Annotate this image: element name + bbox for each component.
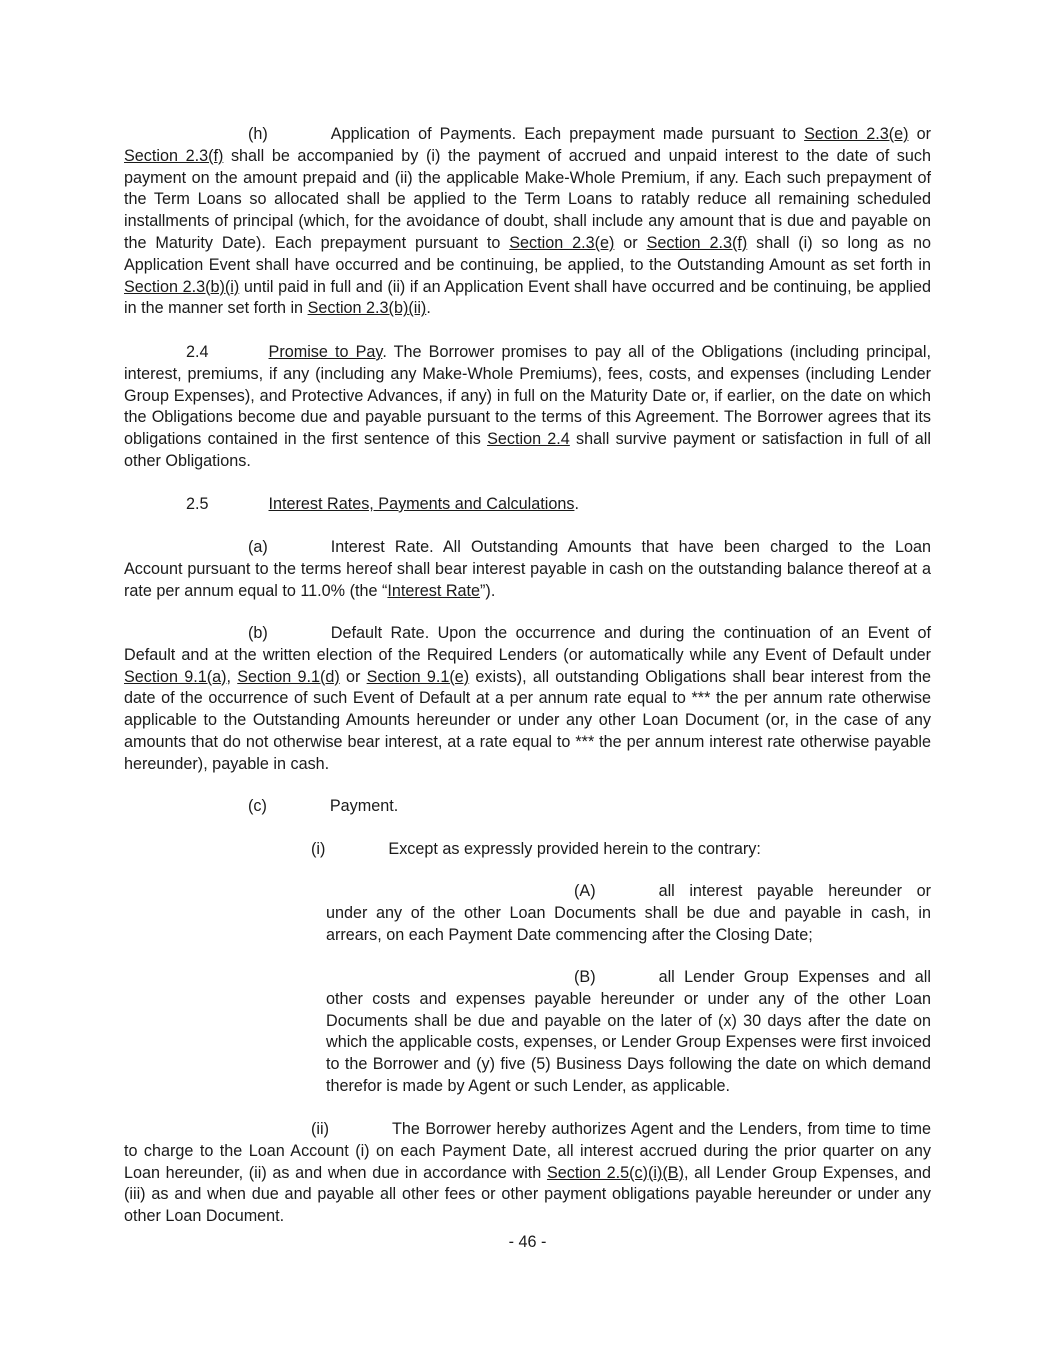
clause-heading: Interest Rate: [330, 538, 430, 556]
section-number: 2.4: [186, 343, 209, 361]
section-reference: Section 9.1(a): [124, 667, 227, 686]
clause-label: (h): [248, 125, 268, 143]
paragraph-2-5-c: [248, 796, 398, 818]
clause-heading: Payment.: [329, 797, 399, 815]
section-heading: Interest Rates, Payments and Calculations: [268, 495, 575, 513]
paragraph-2-4: 2.4 Promise to Pay. The Borrower promises to pay all of the Obligations (including principal, interest, premiums, if any (including any Make-Whole Premiums), fees, costs, and expenses (including Lender Group Expenses), and Protective Advances, if any) in full on the Maturity Date or, if earlier, on the date on which the Obligations become due and payable pursuant to the terms of this Agreement. The Borrower agrees that its obligations contained in the first sentence of this Section 2.4 shall survive payment or satisfaction in full of all other Obligations.: [124, 343, 931, 470]
clause-label: (c): [248, 797, 267, 815]
section-reference: Section 9.1(e): [366, 667, 470, 686]
section-reference: Section 2.3(f): [646, 233, 748, 252]
clause-label: (i): [311, 840, 326, 858]
paragraph-2-5-c-i: (i) Except as expressly provided herein to the contrary:: [311, 840, 761, 858]
section-reference: Section 2.3(f): [124, 146, 224, 165]
page-number: - 46 -: [508, 1233, 547, 1251]
paragraph-2-5-c-i-A: (A) all interest payable hereunder or under any of the other Loan Documents shall be due and payable in cash, in arrears, on each Payment Date commencing after the Closing Date;: [326, 882, 931, 944]
section-reference: Section 2.5(c)(i)(B): [546, 1163, 684, 1182]
clause-label: (A): [574, 882, 596, 900]
paragraph-2-5-a: (a) Interest Rate. All Outstanding Amounts that have been charged to the Loan Account pursuant to the terms hereof shall bear interest payable in cash on the outstanding balance thereof at a rate per annum equal to 11.0% (the “Interest Rate”).: [124, 538, 931, 600]
clause-label: (a): [248, 538, 268, 556]
section-reference: Section 2.3(e): [509, 233, 615, 252]
clause-heading: Default Rate: [330, 624, 425, 642]
section-reference: Section 9.1(d): [237, 667, 340, 686]
clause-label: (b): [248, 624, 268, 642]
paragraph-2-5: 2.5 Interest Rates, Payments and Calculations.: [186, 495, 579, 513]
paragraph-2-5-b: (b) Default Rate. Upon the occurrence and during the continuation of an Event of Default and at the written election of the Required Lenders (or automatically while any Event of Default under Section 9.1(a), Section 9.1(d) or Section 9.1(e) exists), all outstanding Obligations shall bear interest from the date of the occurrence of such Event of Default at a per annum rate equal to *** the per annum rate otherwise applicable to the Outstanding Amounts hereunder or under any other Loan Document (or, in the case of any amounts that do not otherwise bear interest, at a rate equal to *** the per annum interest rate otherwise payable hereunder), payable in cash.: [124, 624, 932, 773]
clause-heading: Application of Payments: [330, 125, 512, 143]
section-reference: Section 2.3(b)(ii): [307, 299, 427, 318]
paragraph-2-5-c-i-B: (B) all Lender Group Expenses and all other costs and expenses payable hereunder or under any of the other Loan Documents shall be due and payable on the later of (x) 30 days after the date on which the applicable costs, expenses, or Lender Group Expenses were first invoiced to the Borrower and (y) five (5) Business Days following the date on which demand therefor is made by Agent or such Lender, as applicable.: [326, 968, 931, 1095]
section-reference: Section 2.3(b)(i): [124, 277, 240, 296]
clause-label: (ii): [311, 1120, 329, 1138]
clause-label: (B): [574, 968, 596, 986]
section-heading: Promise to Pay: [268, 343, 383, 361]
paragraph-2-5-c-ii: (ii) The Borrower hereby authorizes Agent and the Lenders, from time to time to charge to the Loan Account (i) on each Payment Date, all interest accrued during the prior quarter on any Loan hereunder, (ii) as and when due in accordance with Section 2.5(c)(i)(B), all Lender Group Expenses, and (iii) as and when due and payable all other fees or other payment obligations payable hereunder or under any other Loan Document.: [124, 1120, 931, 1226]
defined-term: Interest Rate: [387, 581, 481, 600]
paragraph-2-3-h: (h) Application of Payments. Each prepayment made pursuant to Section 2.3(e) or Section 2.3(f) shall be accompanied by (i) the payment of accrued and unpaid interest to the date of such payment on the amount prepaid and (ii) the applicable Make-Whole Premium, if any. Each such prepayment of the Term Loans so allocated shall be applied to the Term Loans to ratably reduce all remaining scheduled installments of principal (which, for the avoidance of doubt, shall include any amount that is due and payable on the Maturity Date). Each prepayment pursuant to Section 2.3(e) or Section 2.3(f) shall (i) so long as no Application Event shall have occurred and be continuing, be applied, to the Outstanding Amount as set forth in Section 2.3(b)(i) until paid in full and (ii) if an Application Event shall have occurred and be continuing, be applied in the manner set forth in Section 2.3(b)(ii).: [124, 125, 932, 318]
section-number: 2.5: [186, 495, 209, 513]
section-reference: Section 2.4: [487, 430, 570, 449]
section-reference: Section 2.3(e): [804, 125, 909, 143]
